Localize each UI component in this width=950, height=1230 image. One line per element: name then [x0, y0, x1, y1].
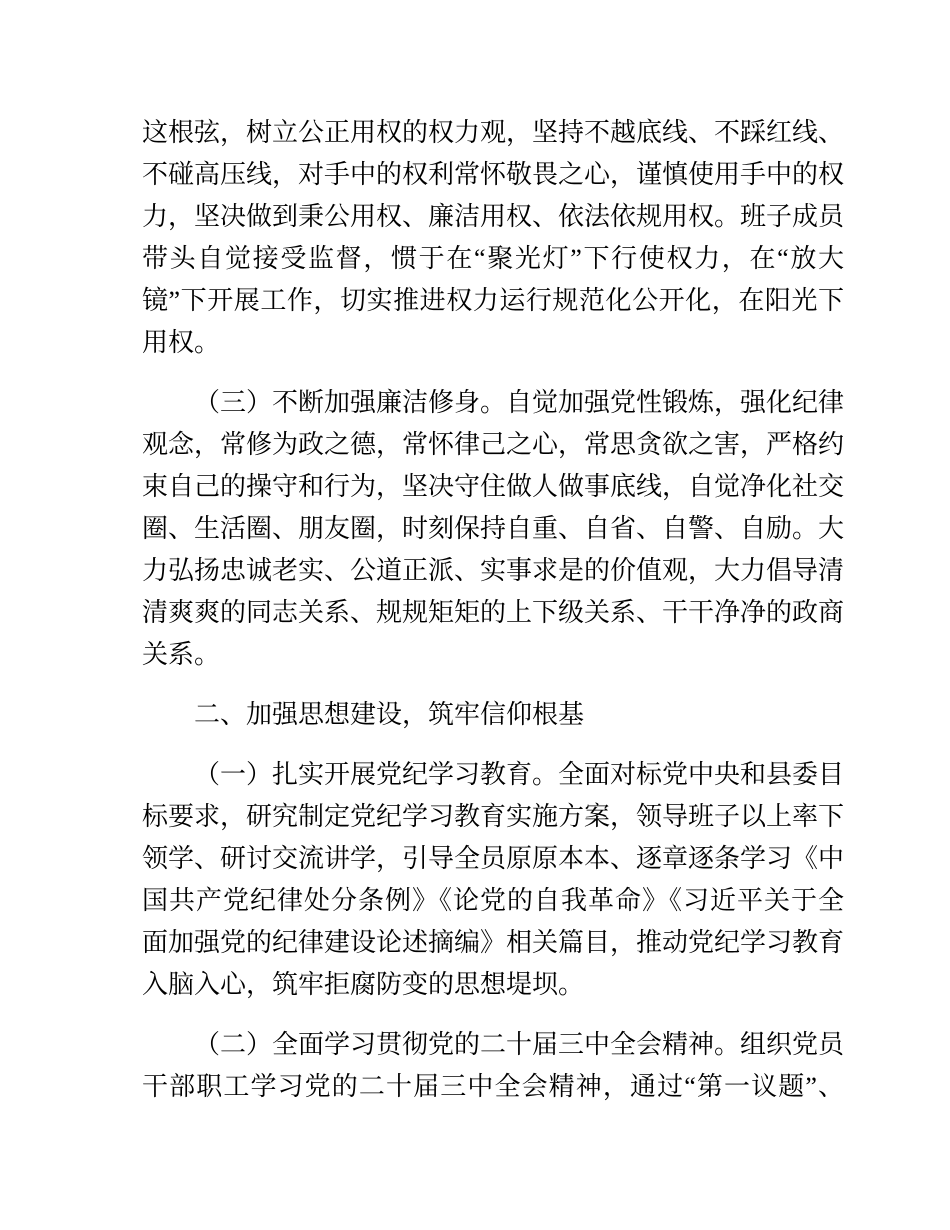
document-body — [142, 112, 844, 1126]
text-line: （一）扎实开展党纪学习教育。全面对标党中央和县委目 — [194, 760, 845, 789]
paragraph — [142, 112, 844, 364]
text-line: （三）不断加强廉洁修身。自觉加强党性锻炼，强化纪律 — [194, 388, 845, 417]
text-line: （二）全面学习贯彻党的二十届三中全会精神。组织党员 — [194, 1030, 845, 1059]
text-line: 力，坚决做到秉公用权、廉洁用权、依法依规用权。班子成员 — [142, 202, 845, 231]
text-line: 干部职工学习党的二十届三中全会精神，通过“第一议题”、 — [142, 1072, 844, 1101]
text-line: 清爽爽的同志关系、规规矩矩的上下级关系、干干净净的政商 — [142, 598, 845, 627]
paragraph — [142, 1024, 844, 1108]
paragraph — [142, 754, 844, 1006]
text-line: 圈、生活圈、朋友圈，时刻保持自重、自省、自警、自励。大 — [142, 514, 845, 543]
text-line: 束自己的操守和行为，坚决守住做人做事底线，自觉净化社交 — [142, 472, 845, 501]
text-line: 观念，常修为政之德，常怀律己之心，常思贪欲之害，严格约 — [142, 430, 845, 459]
text-line: 面加强党的纪律建设论述摘编》相关篇目，推动党纪学习教育 — [142, 928, 845, 957]
text-line: 领学、研讨交流讲学，引导全员原原本本、逐章逐条学习《中 — [142, 844, 845, 873]
text-line: 这根弦，树立公正用权的权力观，坚持不越底线、不踩红线、 — [142, 118, 845, 147]
text-line: 关系。 — [142, 640, 221, 669]
text-line: 入脑入心，筑牢拒腐防变的思想堤坝。 — [142, 970, 585, 999]
text-line: 国共产党纪律处分条例》《论党的自我革命》《习近平关于全 — [142, 886, 844, 915]
paragraph — [142, 694, 844, 736]
text-line: 二、加强思想建设，筑牢信仰根基 — [194, 700, 585, 729]
paragraph — [142, 382, 844, 676]
text-line: 不碰高压线，对手中的权利常怀敬畏之心，谨慎使用手中的权 — [142, 160, 845, 189]
text-line: 镜”下开展工作，切实推进权力运行规范化公开化，在阳光下 — [142, 286, 844, 315]
text-line: 带头自觉接受监督，惯于在“聚光灯”下行使权力，在“放大 — [142, 244, 844, 273]
text-line: 用权。 — [142, 328, 221, 357]
text-line: 标要求，研究制定党纪学习教育实施方案，领导班子以上率下 — [142, 802, 845, 831]
text-line: 力弘扬忠诚老实、公道正派、实事求是的价值观，大力倡导清 — [142, 556, 845, 585]
